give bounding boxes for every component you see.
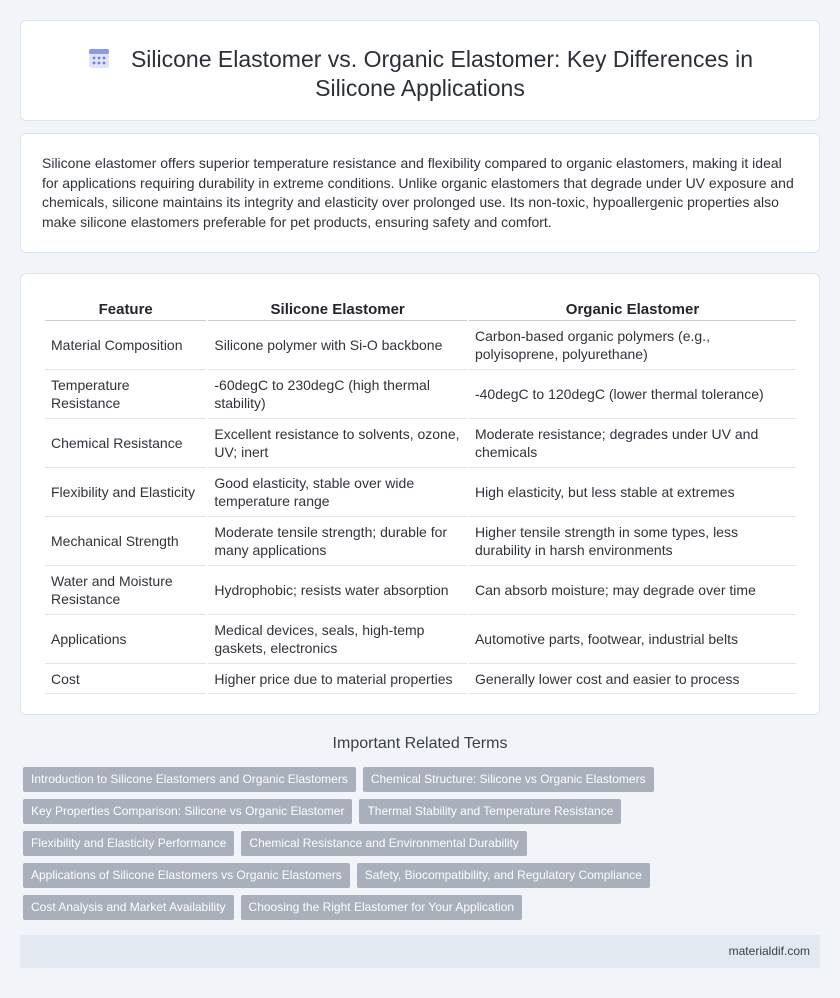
organic-cell: Generally lower cost and easier to process <box>469 664 796 694</box>
table-row <box>45 517 796 566</box>
feature-cell: Water and Moisture Resistance <box>45 566 206 615</box>
organic-cell: High elasticity, but less stable at extremes <box>469 468 796 517</box>
organic-cell: -40degC to 120degC (lower thermal tolerance) <box>469 370 796 419</box>
footer-site-link[interactable]: materialdif.com <box>728 944 810 958</box>
table-row <box>45 468 796 517</box>
table-row <box>45 615 796 664</box>
footer-bar <box>20 935 820 968</box>
header-feature: Feature <box>45 297 206 321</box>
silicone-cell: Medical devices, seals, high-temp gaskets, electronics <box>208 615 467 664</box>
intro-card <box>20 133 820 253</box>
page-title: Silicone Elastomer vs. Organic Elastomer: Key Differences in Silicone Applications <box>130 46 754 101</box>
comparison-table <box>43 297 798 694</box>
related-term-chip[interactable]: Introduction to Silicone Elastomers and Organic Elastomers <box>23 767 356 792</box>
header-organic: Organic Elastomer <box>469 297 796 321</box>
related-term-chip[interactable]: Thermal Stability and Temperature Resistance <box>359 799 621 824</box>
related-term-chip[interactable]: Applications of Silicone Elastomers vs Organic Elastomers <box>23 863 350 888</box>
header-card <box>20 20 820 121</box>
related-term-chip[interactable]: Flexibility and Elasticity Performance <box>23 831 234 856</box>
page-title-wrap <box>21 45 819 103</box>
feature-cell: Flexibility and Elasticity <box>45 468 206 517</box>
silicone-cell: -60degC to 230degC (high thermal stability) <box>208 370 467 419</box>
feature-cell: Applications <box>45 615 206 664</box>
table-row <box>45 566 796 615</box>
related-term-chip[interactable]: Cost Analysis and Market Availability <box>23 895 234 920</box>
related-terms-list <box>23 767 803 927</box>
feature-cell: Temperature Resistance <box>45 370 206 419</box>
organic-cell: Higher tensile strength in some types, less durability in harsh environments <box>469 517 796 566</box>
feature-cell: Material Composition <box>45 321 206 370</box>
related-term-chip[interactable]: Choosing the Right Elastomer for Your Application <box>241 895 523 920</box>
silicone-cell: Higher price due to material properties <box>208 664 467 694</box>
silicone-cell: Hydrophobic; resists water absorption <box>208 566 467 615</box>
organic-cell: Can absorb moisture; may degrade over time <box>469 566 796 615</box>
feature-cell: Mechanical Strength <box>45 517 206 566</box>
intro-paragraph: Silicone elastomer offers superior temperature resistance and flexibility compared to organic elastomers, making it ideal for applications requiring durability in extreme conditions. Unlike organic elastomers that degrade under UV exposure and chemicals, silicone maintains its integrity and elasticity over prolonged use. Its non-toxic, hypoallergenic properties also make silicone elastomers preferable for pet products, ensuring safety and comfort. <box>42 155 794 230</box>
silicone-cell: Good elasticity, stable over wide temperature range <box>208 468 467 517</box>
table-row <box>45 370 796 419</box>
related-term-chip[interactable]: Chemical Structure: Silicone vs Organic Elastomers <box>363 767 654 792</box>
calendar-grid-icon <box>87 46 111 70</box>
table-row <box>45 664 796 694</box>
organic-cell: Carbon-based organic polymers (e.g., polyisoprene, polyurethane) <box>469 321 796 370</box>
related-terms-title: Important Related Terms <box>332 735 508 752</box>
organic-cell: Automotive parts, footwear, industrial belts <box>469 615 796 664</box>
feature-cell: Cost <box>45 664 206 694</box>
table-header-row <box>45 297 796 321</box>
table-row <box>45 419 796 468</box>
header-silicone: Silicone Elastomer <box>208 297 467 321</box>
silicone-cell: Excellent resistance to solvents, ozone, UV; inert <box>208 419 467 468</box>
feature-cell: Chemical Resistance <box>45 419 206 468</box>
silicone-cell: Silicone polymer with Si-O backbone <box>208 321 467 370</box>
related-term-chip[interactable]: Safety, Biocompatibility, and Regulatory Compliance <box>357 863 650 888</box>
comparison-table-card <box>20 273 820 715</box>
silicone-cell: Moderate tensile strength; durable for many applications <box>208 517 467 566</box>
organic-cell: Moderate resistance; degrades under UV and chemicals <box>469 419 796 468</box>
table-row <box>45 321 796 370</box>
related-term-chip[interactable]: Chemical Resistance and Environmental Durability <box>241 831 526 856</box>
related-term-chip[interactable]: Key Properties Comparison: Silicone vs Organic Elastomer <box>23 799 352 824</box>
